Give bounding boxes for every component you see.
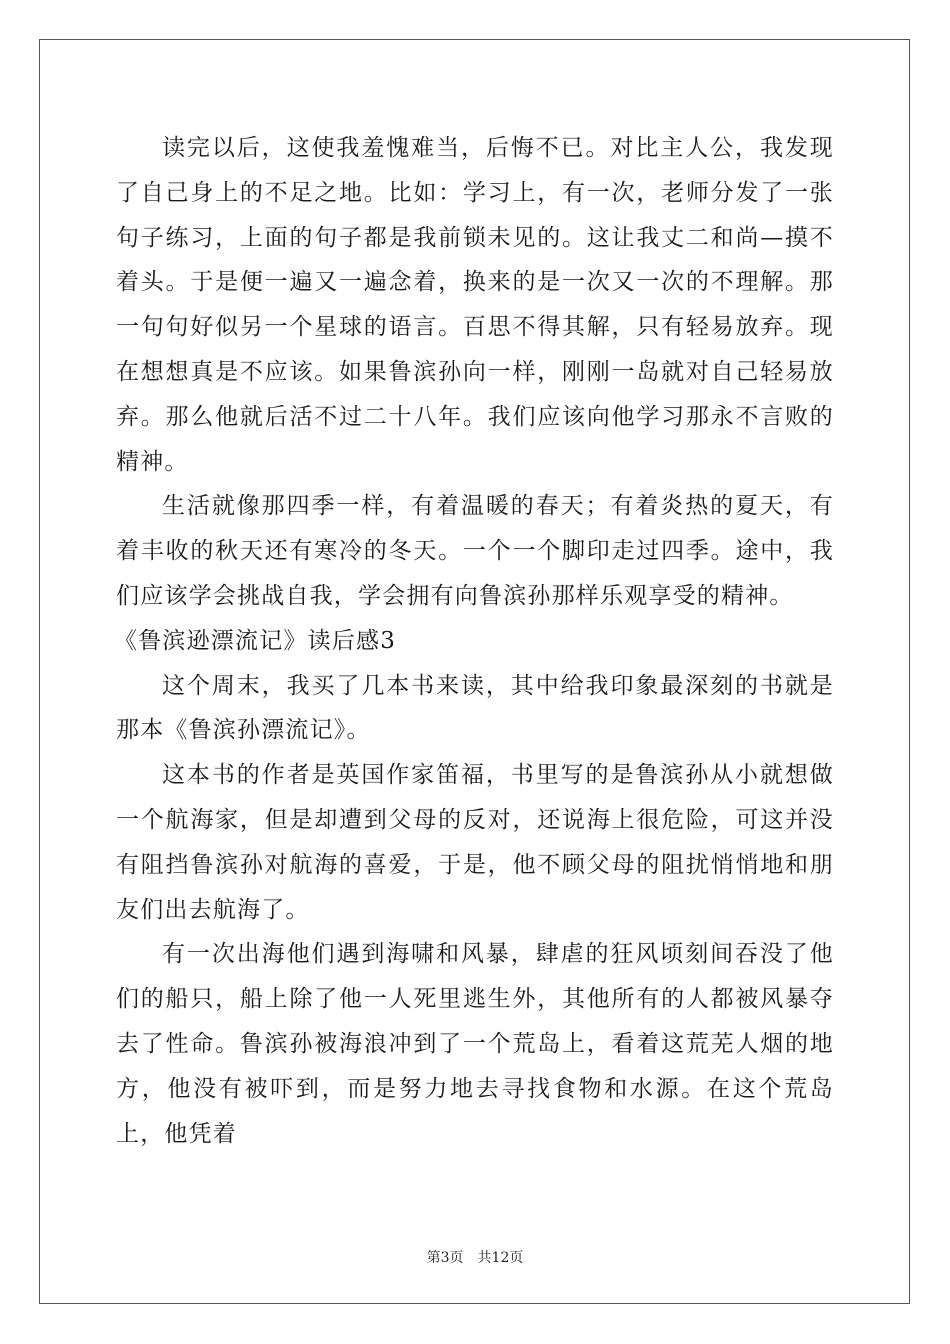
paragraph-seasons: 生活就像那四季一样，有着温暖的春天；有着炎热的夏天，有着丰收的秋天还有寒冷的冬天。一个一个脚印走过四季。途中，我们应该学会挑战自我，学会拥有向鲁滨孙那样乐观享受的精神。 [116,493,834,609]
paragraph-author: 这本书的作者是英国作家笛福，书里写的是鲁滨孙从小就想做一个航海家，但是却遭到父母的反对，还说海上很危险，可这并没有阻挡鲁滨孙对航海的喜爱，于是，他不顾父母的阻扰悄悄地和朋友们出去航海了。 [116,762,834,923]
page-number: 第3页 [426,1250,464,1266]
page-total: 共12页 [477,1250,524,1266]
paragraph-reflection: 读完以后，这使我羞愧难当，后悔不已。对比主人公，我发现了自己身上的不足之地。比如：学习上，有一次，老师分发了一张句子练习，上面的句子都是我前锁未见的。这让我丈二和尚—摸不着头。于是便一遍又一遍念着，换来的是一次又一次的不理解。那一句句好似另一个星球的语言。百思不得其解，只有轻易放弃。现在想想真是不应该。如果鲁滨孙向一样，刚刚一岛就对自己轻易放弃。那么他就后活不过二十八年。我们应该向他学习那永不言败的精神。 [116,135,834,475]
page-footer [0,1247,950,1267]
paragraph-storm: 有一次出海他们遇到海啸和风暴，肆虐的狂风顷刻间吞没了他们的船只，船上除了他一人死里逃生外，其他所有的人都被风暴夺去了性命。鲁滨孙被海浪冲到了一个荒岛上，看着这荒芜人烟的地方，他没有被吓到，而是努力地去寻找食物和水源。在这个荒岛上，他凭着 [116,941,834,1147]
paragraph-weekend: 这个周末，我买了几本书来读，其中给我印象最深刻的书就是那本《鲁滨孙漂流记》。 [116,672,834,744]
section-heading: 《鲁滨逊漂流记》读后感3 [114,627,397,654]
document-body [116,126,834,1156]
